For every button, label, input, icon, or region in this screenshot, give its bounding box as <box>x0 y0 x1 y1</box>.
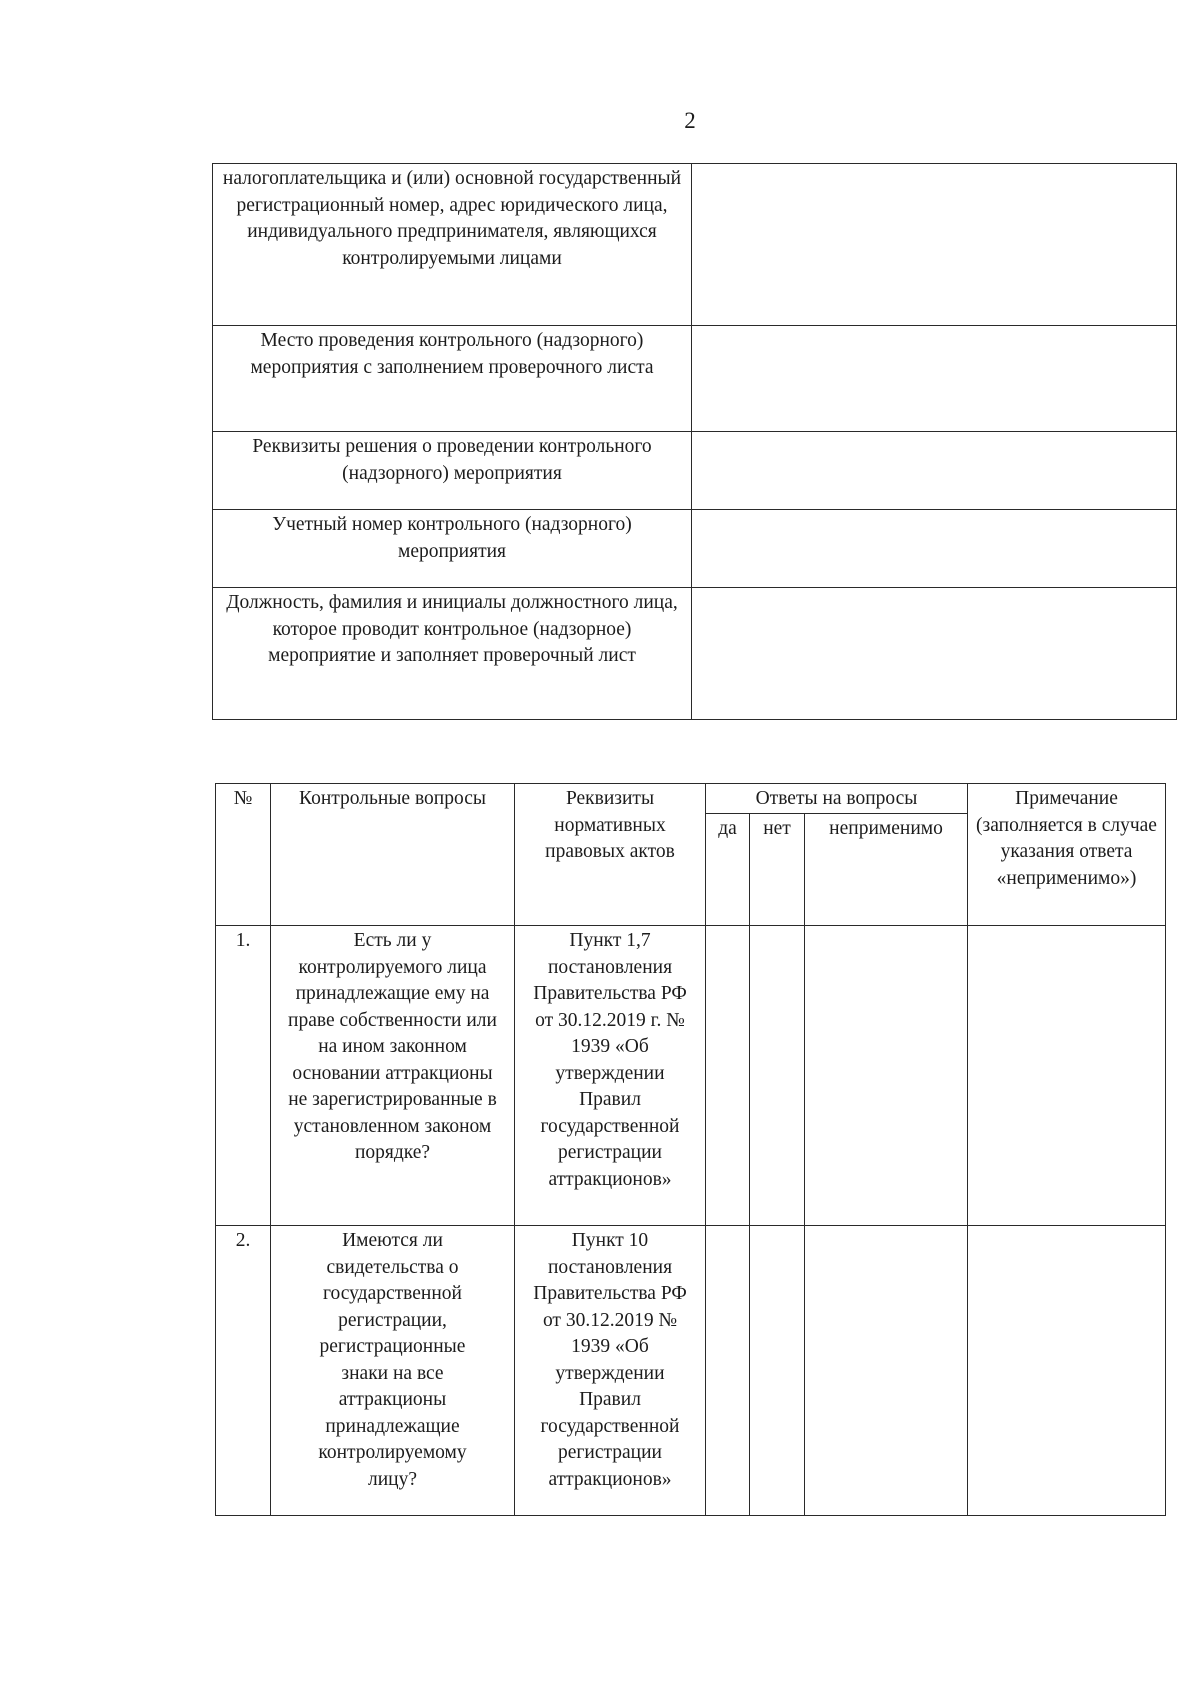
info-row-taxpayer <box>213 164 1177 326</box>
page-number: 2 <box>684 108 696 133</box>
row-answer-not-applicable <box>805 926 968 1226</box>
info-row-registration-number <box>213 510 1177 588</box>
info-row-decision <box>213 432 1177 510</box>
header-answers: Ответы на вопросы <box>706 784 968 814</box>
row-note <box>968 1226 1166 1516</box>
header-question: Контрольные вопросы <box>271 784 515 926</box>
row-answer-not-applicable <box>805 1226 968 1516</box>
info-label-place: Место проведения контрольного (надзорного) мероприятия с заполнением проверочного листа <box>213 326 692 432</box>
row-note <box>968 926 1166 1226</box>
checklist-table <box>215 783 1166 1516</box>
header-note: Примечание (заполняется в случае указания ответа «неприменимо») <box>968 784 1166 926</box>
info-value-place <box>692 326 1177 432</box>
checklist-header-row <box>216 784 1166 814</box>
row-number: 2. <box>216 1226 271 1516</box>
row-number: 1. <box>216 926 271 1226</box>
info-label-official: Должность, фамилия и инициалы должностного лица, которое проводит контрольное (надзорное) мероприятие и заполняет проверочный лист <box>213 588 692 720</box>
info-row-official <box>213 588 1177 720</box>
row-answer-no <box>750 1226 805 1516</box>
header-number: № <box>216 784 271 926</box>
checklist-row <box>216 926 1166 1226</box>
header-not-applicable: неприменимо <box>805 813 968 925</box>
header-no: нет <box>750 813 805 925</box>
info-label-decision: Реквизиты решения о проведении контрольного (надзорного) мероприятия <box>213 432 692 510</box>
row-requisites: Пункт 10 постановления Правительства РФ от 30.12.2019 № 1939 «Об утверждении Правил государственной регистрации аттракционов» <box>515 1226 706 1516</box>
info-value-official <box>692 588 1177 720</box>
row-requisites: Пункт 1,7 постановления Правительства РФ от 30.12.2019 г. № 1939 «Об утверждении Правил государственной регистрации аттракционов» <box>515 926 706 1226</box>
header-requisites: Реквизиты нормативных правовых актов <box>515 784 706 926</box>
row-question: Есть ли у контролируемого лица принадлежащие ему на праве собственности или на ином законном основании аттракционы не зарегистрированные в установленном законом порядке? <box>271 926 515 1226</box>
row-answer-yes <box>706 1226 750 1516</box>
info-label-registration-number: Учетный номер контрольного (надзорного) мероприятия <box>213 510 692 588</box>
inspection-info-table <box>212 163 1177 720</box>
row-answer-no <box>750 926 805 1226</box>
info-value-taxpayer <box>692 164 1177 326</box>
row-question: Имеются ли свидетельства о государственной регистрации, регистрационные знаки на все аттракционы принадлежащие контролируемому лицу? <box>271 1226 515 1516</box>
info-value-decision <box>692 432 1177 510</box>
checklist-row <box>216 1226 1166 1516</box>
row-answer-yes <box>706 926 750 1226</box>
info-label-taxpayer: налогоплательщика и (или) основной государственный регистрационный номер, адрес юридического лица, индивидуального предпринимателя, являющихся контролируемыми лицами <box>213 164 692 326</box>
info-row-place <box>213 326 1177 432</box>
header-yes: да <box>706 813 750 925</box>
info-value-registration-number <box>692 510 1177 588</box>
